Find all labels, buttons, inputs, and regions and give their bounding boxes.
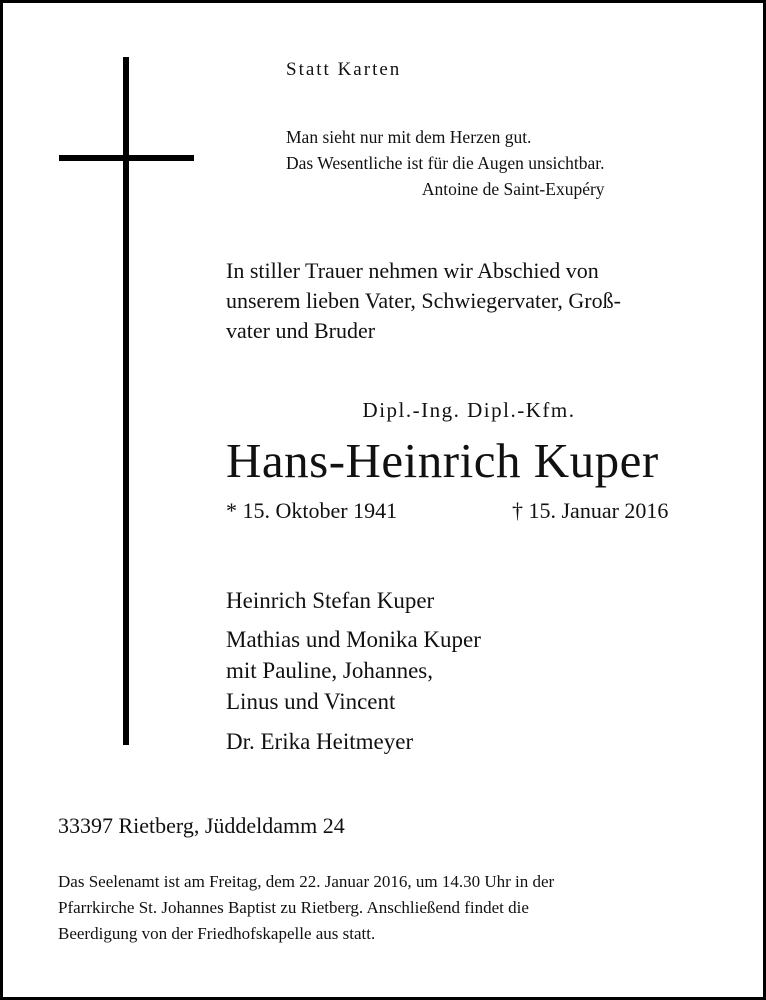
mourner-line: mit Pauline, Johannes, [226, 658, 433, 683]
mourner-family [226, 624, 481, 717]
intro-line: vater und Bruder [226, 318, 376, 343]
mourner-line: Mathias und Monika Kuper [226, 627, 481, 652]
address: 33397 Rietberg, Jüddeldamm 24 [58, 813, 345, 838]
mourner-name: Heinrich Stefan Kuper [226, 588, 435, 613]
deceased-name: Hans-Heinrich Kuper [226, 433, 659, 488]
cross-icon-horizontal [59, 155, 194, 161]
notice-line: Beerdigung von der Friedhofskapelle aus statt. [58, 924, 376, 943]
intro-text [226, 256, 712, 346]
death-date: † 15. Januar 2016 [512, 498, 669, 523]
mourner-line: Linus und Vincent [226, 689, 396, 714]
mourner-name: Dr. Erika Heitmeyer [226, 729, 414, 754]
notice-line: Das Seelenamt ist am Freitag, dem 22. Januar 2016, um 14.30 Uhr in der [58, 872, 555, 891]
birth-date: * 15. Oktober 1941 [226, 498, 398, 523]
quote-line: Man sieht nur mit dem Herzen gut. [286, 127, 532, 147]
academic-title: Dipl.-Ing. Dipl.-Kfm. [362, 398, 576, 422]
statt-karten-heading: Statt Karten [286, 59, 402, 80]
intro-line: In stiller Trauer nehmen wir Abschied von [226, 258, 599, 283]
intro-line: unserem lieben Vater, Schwiegervater, Groß- [226, 288, 621, 313]
quote-line: Das Wesentliche ist für die Augen unsichtbar. [286, 153, 605, 173]
funeral-notice [58, 869, 708, 947]
quote-author: Antoine de Saint-Exupéry [421, 179, 605, 199]
quote-block [286, 124, 605, 202]
notice-line: Pfarrkirche St. Johannes Baptist zu Rietberg. Anschließend findet die [58, 898, 529, 917]
